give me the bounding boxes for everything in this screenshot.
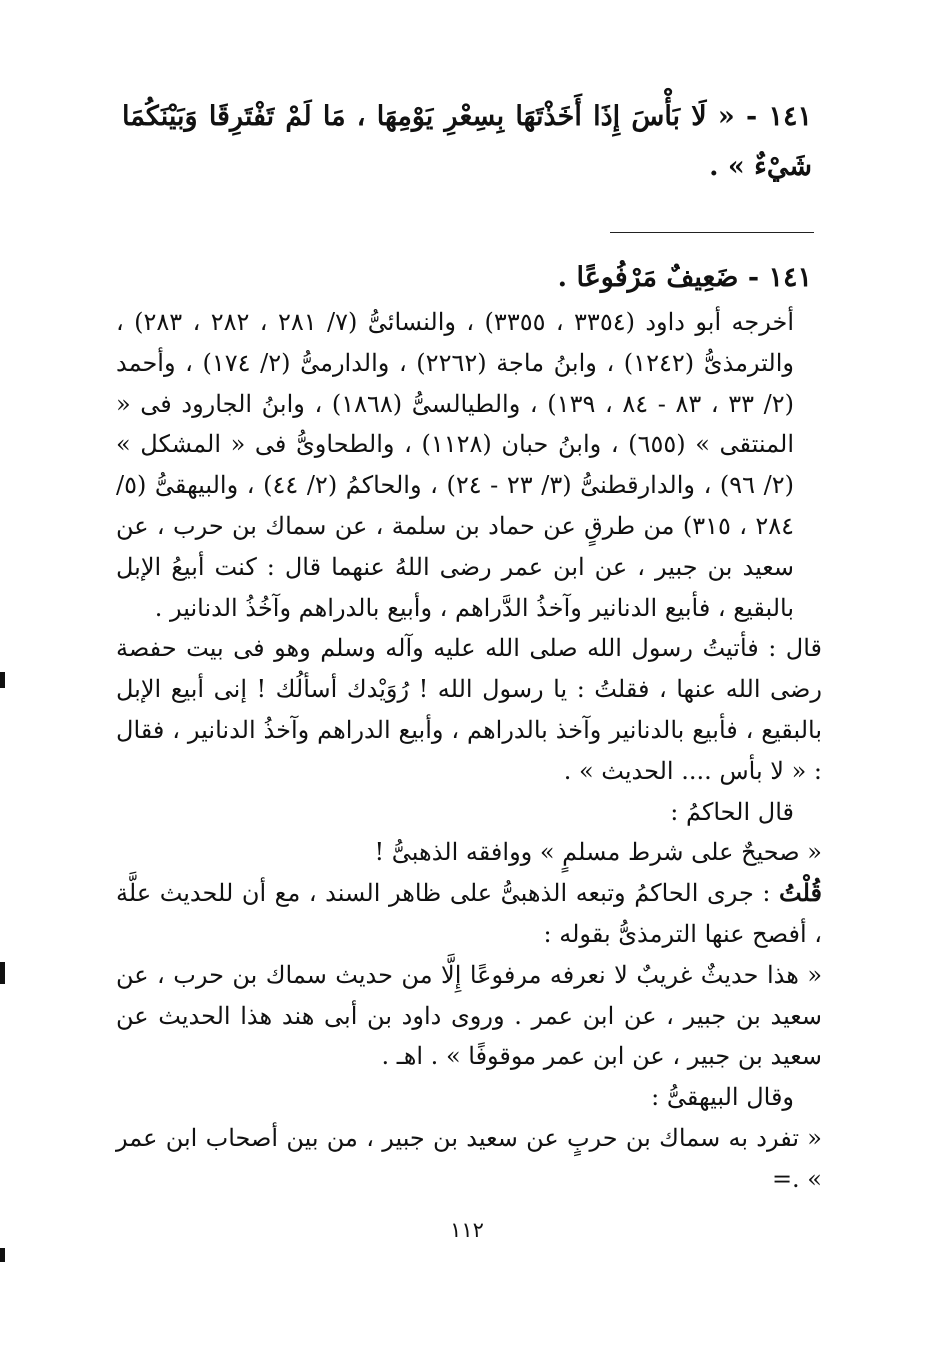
bayhaqi-intro: وقال البيهقىُّ : bbox=[651, 1083, 794, 1112]
hakim-quote: « صحيحٌ على شرط مسلمٍ » ووافقه الذهبىُّ ! bbox=[374, 838, 822, 867]
qultu-paragraph bbox=[116, 873, 822, 955]
commentary bbox=[116, 302, 822, 1200]
qultu-text: : جرى الحاكمُ وتبعه الذهبىُّ على ظاهر السند ، مع أن للحديث علَّة ، أفصح عنها الترمذىُّ بقوله : bbox=[116, 879, 822, 948]
scan-edge-mark bbox=[0, 672, 5, 688]
hadith-grade: ١٤١ - ضَعِيفٌ مَرْفُوعًا . bbox=[557, 262, 812, 293]
hakim-intro: قال الحاكمُ : bbox=[670, 797, 794, 826]
scan-edge-mark bbox=[0, 962, 5, 984]
story-paragraph: قال : فأتيتُ رسول الله صلى الله عليه وآله وسلم وهو فى بيت حفصة رضى الله عنها ، فقلتُ : يا رسول الله ! رُوَيْدك أسألُك ! إنى أبيع الإبل بالبقيع ، فأبيع بالدنانير وآخذ بالدراهم ، وأبيع الدراهم وآخذُ الدنانير ، فقال : « لا بأس .... الحديث » . bbox=[116, 634, 822, 785]
qultu-label: قُلْتُ bbox=[779, 878, 822, 908]
takhrij-paragraph: أخرجه أبو داود (٣٣٥٤ ، ٣٣٥٥) ، والنسائىُّ (٧/ ٢٨١ ، ٢٨٢ ، ٢٨٣) ، والترمذىُّ (١٢٤٢) ، وابنُ ماجة (٢٢٦٢) ، والدارمىُّ (٢/ ١٧٤) ، وأحمد (٢/ ٣٣ ، ٨٣ - ٨٤ ، ١٣٩) ، والطيالسىُّ (١٨٦٨) ، وابنُ الجارود فى « المنتقى » (٦٥٥) ، وابنُ حبان (١١٢٨) ، والطحاوىُّ فى « المشكل » (٢/ ٩٦) ، والدارقطنىُّ (٣/ ٢٣ - ٢٤) ، والحاكمُ (٢/ ٤٤) ، والبيهقىُّ (٥/ ٢٨٤ ، ٣١٥) من طرقٍ عن حماد بن سلمة ، عن سماك بن حرب ، عن سعيد بن جبير ، عن ابن عمر رضى اللهُ عنهما قال : كنت أبيعُ الإبل بالبقيع ، فأبيع الدنانير وآخذُ الدَّراهم ، وأبيع بالدراهم وآخُذُ الدنانير . bbox=[116, 308, 795, 622]
tirmidhi-quote: « هذا حديثٌ غريبٌ لا نعرفه مرفوعًا إِلَّا من حديث سماك بن حرب ، عن سعيد بن جبير ، عن ابن عمر . وروى داود بن أبى هند هذا الحديث عن سعيد بن جبير ، عن ابن عمر موقوفًا » . اهـ . bbox=[116, 960, 822, 1071]
bayhaqi-quote: « تفرد به سماك بن حربٍ عن سعيد بن جبير ، من بين أصحاب ابن عمر » .= bbox=[116, 1123, 822, 1193]
footnote-divider bbox=[610, 232, 814, 233]
scan-edge-mark bbox=[0, 1248, 5, 1262]
hadith-text: ١٤١ - « لَا بَأْسَ إِذَا أَخَذْتَهَا بِسِعْرِ يَوْمِهَا ، مَا لَمْ تَفْتَرِقَا وَبَيْنَكُمَا شَيْءٌ » . bbox=[122, 101, 812, 182]
page-number: ١١٢ bbox=[450, 1218, 484, 1242]
